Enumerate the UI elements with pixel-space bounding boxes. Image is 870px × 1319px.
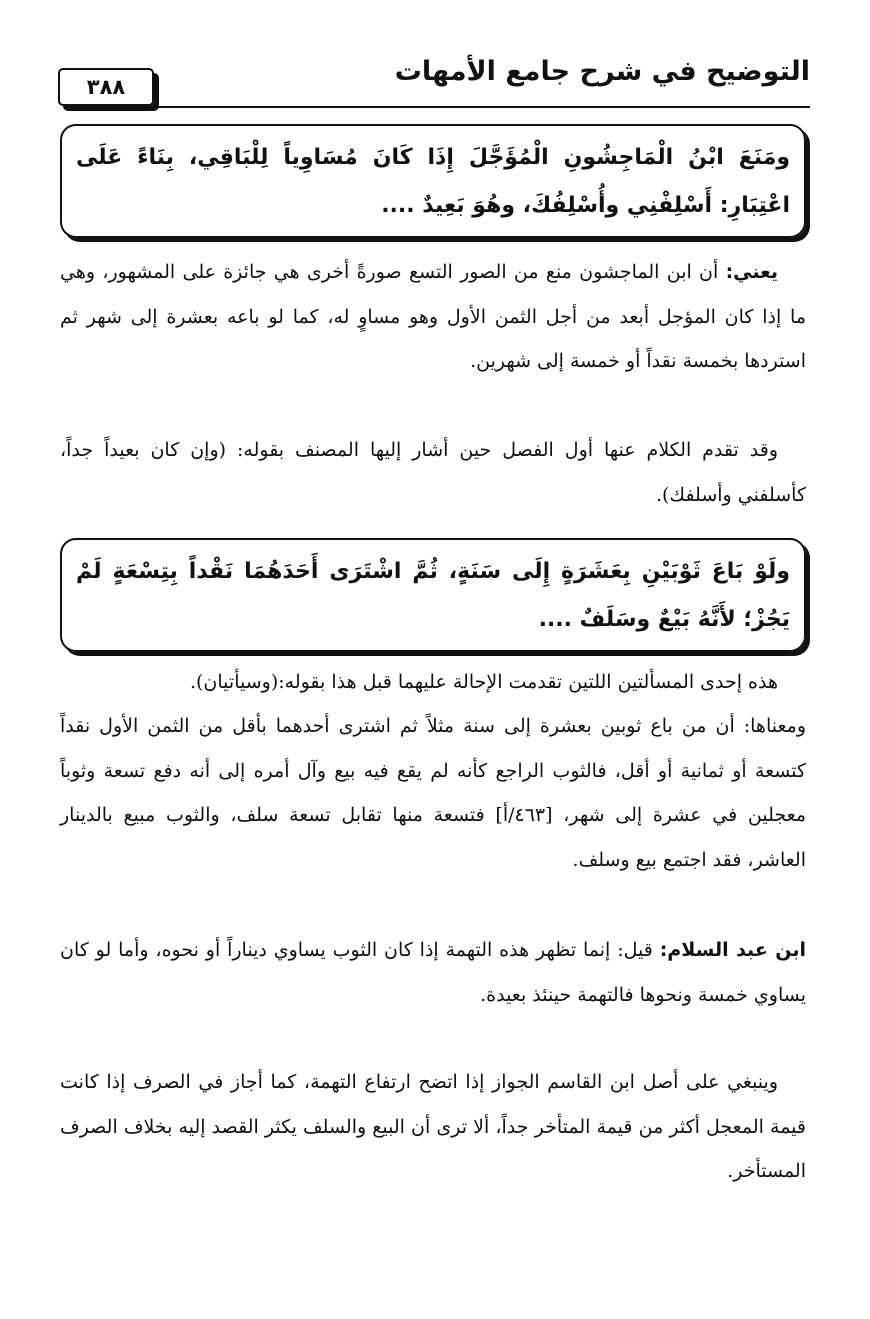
commentary-paragraph-3: هذه إحدى المسألتين اللتين تقدمت الإحالة عليهما قبل هذا بقوله:(وسيأتيان). [189,671,778,693]
commentary-paragraph-1 [60,250,806,384]
paragraph-text: قيل: إنما تظهر هذه التهمة إذا كان الثوب يساوي ديناراً أو نحوه، وأما لو كان يساوي خمسة ونحوها فالتهمة حينئذ بعيدة. [60,939,806,1006]
commentary-paragraph-6: وينبغي على أصل ابن القاسم الجواز إذا اتضح ارتفاع التهمة، كما أجاز في الصرف إذا كانت قيمة المعجل أكثر من قيمة المتأخر جداً، ألا ترى أن البيع والسلف يكثر القصد إليه بخلاف الصرف المستأخر. [60,1071,806,1182]
commentary-paragraph-2: وقد تقدم الكلام عنها أول الفصل حين أشار إليها المصنف بقوله: (وإن كان بعيداً جداً، كأسلفني وأسلفك). [60,439,806,506]
commentary-paragraph-5 [60,928,806,1017]
book-title: التوضيح في شرح جامع الأمهات [394,56,810,87]
page-number: ٣٨٨ [58,68,154,106]
paragraph-text: أن ابن الماجشون منع من الصور التسع صورةً أخرى هي جائزة على المشهور، وهي ما إذا كان المؤجل أبعد من أجل الثمن الأول وهو مساوٍ له، كما لو باعه بعشرة إلى شهر ثم استردها بخمسة نقداً أو خمسة إلى شهرين. [60,261,806,372]
header-rule [158,106,810,108]
paragraph-lead: ابن عبد السلام: [659,939,806,961]
matn-box-2: ولَوْ بَاعَ ثَوْبَيْنِ بِعَشَرَةٍ إِلَى سَنَةٍ، ثُمَّ اشْتَرَى أَحَدَهُمَا نَقْداً بِتِسْعَةٍ لَمْ يَجُزْ؛ لأَنَّهُ بَيْعٌ وسَلَفٌ .... [60,538,806,652]
commentary-paragraph-4: ومعناها: أن من باع ثوبين بعشرة إلى سنة مثلاً ثم اشترى أحدهما بأقل من الثمن الأول نقداً كتسعة أو ثمانية أو أقل، فالثوب الراجع كأنه لم يقع فيه بيع وآل أمره إلى أنه دفع تسعة وثوباً معجلين في عشرة إلى شهر، [٤٦٣/أ] فتسعة منها تقابل تسعة سلف، والثوب مبيع بالدينار العاشر، فقد اجتمع بيع وسلف. [60,715,806,871]
paragraph-lead: يعني: [725,261,778,283]
page-header [58,52,810,106]
matn-box-1: ومَنَعَ ابْنُ الْمَاجِشُونِ الْمُؤَجَّلَ إِذَا كَانَ مُسَاوِياً لِلْبَاقِي، بِنَاءً عَلَى اعْتِبَارِ: أَسْلِفْنِي وأُسْلِفُكَ، وهُوَ بَعِيدٌ .... [60,124,806,238]
